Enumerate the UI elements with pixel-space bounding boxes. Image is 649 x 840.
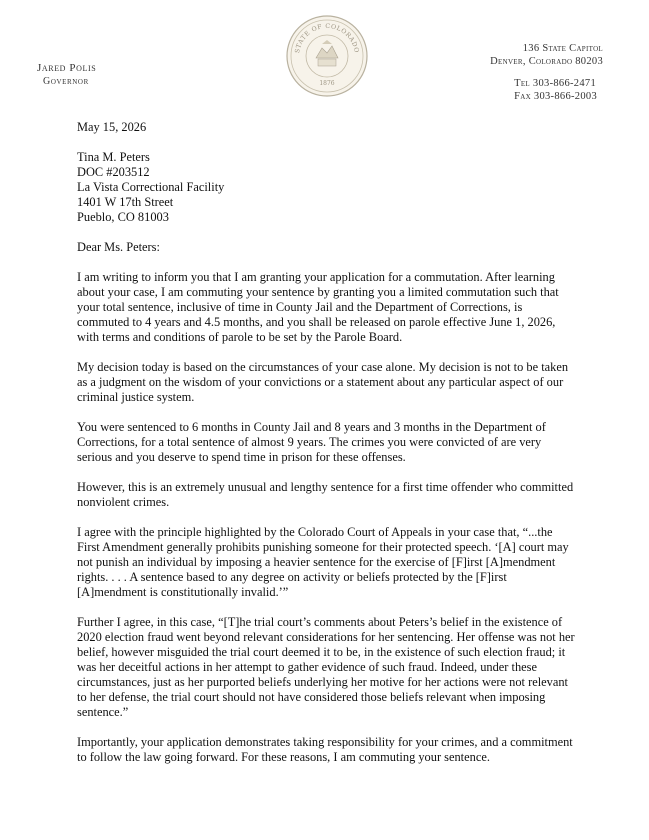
office-address <box>490 42 603 103</box>
recipient-line: La Vista Correctional Facility <box>77 180 225 194</box>
sender-name: Jared Polis <box>37 62 97 74</box>
body-paragraph: Importantly, your application demonstrates taking responsibility for your crimes, and a commitment to follow the law going forward. For these reasons, I am commuting your sentence. <box>77 735 573 764</box>
body-paragraph: Further I agree, in this case, “[T]he trial court’s comments about Peters’s belief in the existence of 2020 election fraud went beyond relevant considerations for her sentencing. Her offense was not her belief, however misguided the trial court deemed it to be, in the existence of such election fraud; it was her deceitful actions in her attempt to gather evidence of such fraud. Indeed, under these circumstances, just as her purported beliefs underlying her motive for her actions were not relevant to her defense, the trial court should not have considered those beliefs relevant when imposing sentence.” <box>77 615 575 719</box>
body-paragraph: However, this is an extremely unusual and lengthy sentence for a first time offender who committed nonviolent crimes. <box>77 480 574 509</box>
salutation: Dear Ms. Peters: <box>77 240 160 254</box>
letter-body <box>77 120 577 780</box>
recipient-block <box>77 150 577 225</box>
address-line1: 136 State Capitol <box>522 43 603 54</box>
state-seal-icon <box>285 14 369 98</box>
recipient-line: DOC #203512 <box>77 165 150 179</box>
seal-year: 1876 <box>319 80 335 87</box>
telephone: Tel 303-866-2471 <box>514 78 597 89</box>
letter-date: May 15, 2026 <box>77 120 147 134</box>
body-paragraph: I am writing to inform you that I am granting your application for a commutation. After learning about your case, I am commuting your sentence by granting you a limited commutation such that your total sentence, inclusive of time in County Jail and the Department of Corrections, is commuted to 4 years and 4.5 months, and you shall be released on parole effective June 1, 2026, with terms and conditions of parole to be set by the Parole Board. <box>77 270 559 344</box>
recipient-line: 1401 W 17th Street <box>77 195 174 209</box>
fax: Fax 303-866-2003 <box>514 91 597 102</box>
seal-text: STATE OF COLORADO <box>294 22 360 54</box>
recipient-line: Pueblo, CO 81003 <box>77 210 169 224</box>
body-paragraph: You were sentenced to 6 months in County Jail and 8 years and 3 months in the Department of Corrections, for a total sentence of almost 9 years. The crimes you were convicted of are very serious and you deserve to spend time in prison for these offenses. <box>77 420 546 464</box>
body-paragraph: My decision today is based on the circumstances of your case alone. My decision is not to be taken as a judgment on the wisdom of your convictions or a statement about any particular aspect of our criminal justice system. <box>77 360 569 404</box>
body-paragraph: I agree with the principle highlighted by the Colorado Court of Appeals in your case that, “...the First Amendment generally prohibits punishing someone for their protected speech. ‘[A] court may not punish an individual by imposing a heavier sentence for the exercise of [F]irst [A]mendment rights. . . . A sentence based to any degree on activity or beliefs protected by the [F]irst [A]mendment is constitutionally invalid.’” <box>77 525 569 599</box>
address-line2: Denver, Colorado 80203 <box>490 56 603 67</box>
recipient-line: Tina M. Peters <box>77 150 150 164</box>
sender-block <box>37 62 96 88</box>
sender-title: Governor <box>43 76 89 87</box>
